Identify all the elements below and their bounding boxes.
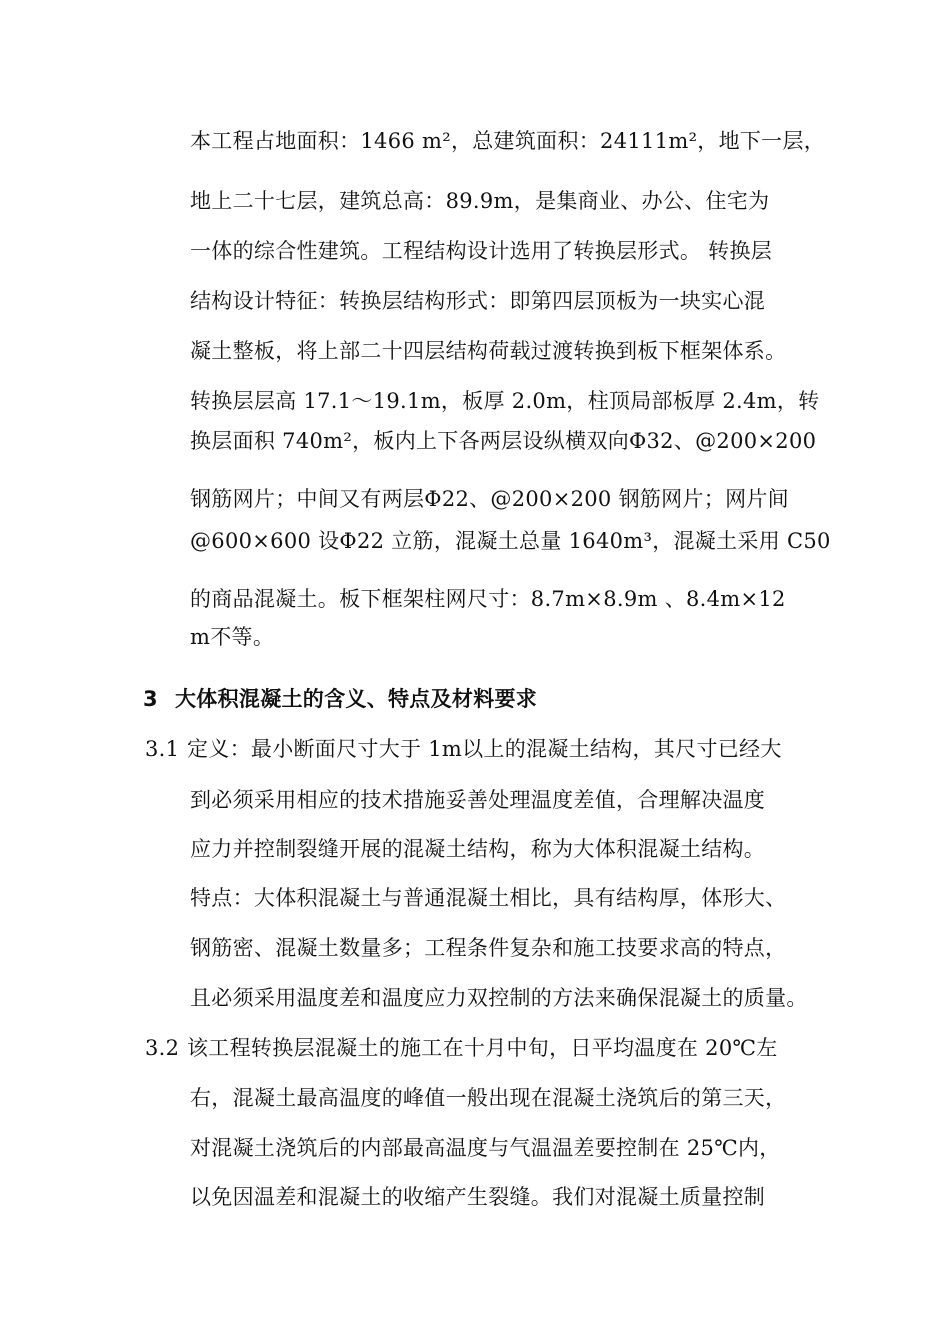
intro-line-10: 的商品混凝土。板下框架柱网尺寸：8.7m×8.9m 、8.4m×12 [190, 587, 786, 611]
section-number: 3 [143, 687, 158, 711]
paragraph-line: 特点：大体积混凝土与普通混凝土相比，具有结构厚，体形大、 [190, 886, 787, 910]
intro-line-2: 地上二十七层，建筑总高：89.9m，是集商业、办公、住宅为 [190, 189, 770, 213]
intro-line-9: @600×600 设Φ22 立筋，混凝土总量 1640m³，混凝土采用 C50 [190, 529, 831, 553]
subsection-3-2-first-line [145, 1033, 778, 1063]
intro-line-11: m不等。 [190, 625, 275, 649]
paragraph-line: 到必须采用相应的技术措施妥善处理温度差值，合理解决温度 [190, 788, 766, 812]
paragraph-line: 以免因温差和混凝土的收缩产生裂缝。我们对混凝土质量控制 [190, 1185, 766, 1209]
paragraph-line: 定义：最小断面尺寸大于 1m以上的混凝土结构，其尺寸已经大 [187, 737, 782, 761]
intro-line-5: 凝土整板，将上部二十四层结构荷载过渡转换到板下框架体系。 [190, 339, 787, 363]
subsection-3-1-first-line [145, 734, 782, 764]
paragraph-line: 对混凝土浇筑后的内部最高温度与气温温差要控制在 25℃内， [190, 1136, 781, 1160]
intro-line-4: 结构设计特征：转换层结构形式：即第四层顶板为一块实心混 [190, 289, 766, 313]
paragraph-line: 应力并控制裂缝开展的混凝土结构，称为大体积混凝土结构。 [190, 837, 766, 861]
intro-line-6: 转换层层高 17.1～19.1m，板厚 2.0m，柱顶局部板厚 2.4m，转 [190, 389, 820, 413]
intro-line-3: 一体的综合性建筑。工程结构设计选用了转换层形式。 转换层 [190, 239, 773, 263]
paragraph-line: 且必须采用温度差和温度应力双控制的方法来确保混凝土的质量。 [190, 986, 808, 1010]
paragraph-line: 钢筋密、混凝土数量多；工程条件复杂和施工技要求高的特点， [190, 936, 787, 960]
section-title: 大体积混凝土的含义、特点及材料要求 [175, 687, 538, 711]
intro-line-1: 本工程占地面积：1466 m²，总建筑面积：24111m²，地下一层， [190, 129, 826, 153]
intro-line-7: 换层面积 740m²，板内上下各两层设纵横双向Φ32、@200×200 [190, 429, 817, 453]
section-heading [143, 684, 537, 714]
subsection-number: 3.1 [145, 737, 180, 761]
intro-line-8: 钢筋网片；中间又有两层Φ22、@200×200 钢筋网片；网片间 [190, 487, 789, 511]
paragraph-line: 该工程转换层混凝土的施工在十月中旬，日平均温度在 20℃左 [187, 1036, 778, 1060]
paragraph-line: 右，混凝土最高温度的峰值一般出现在混凝土浇筑后的第三天， [190, 1086, 787, 1110]
subsection-number: 3.2 [145, 1036, 180, 1060]
